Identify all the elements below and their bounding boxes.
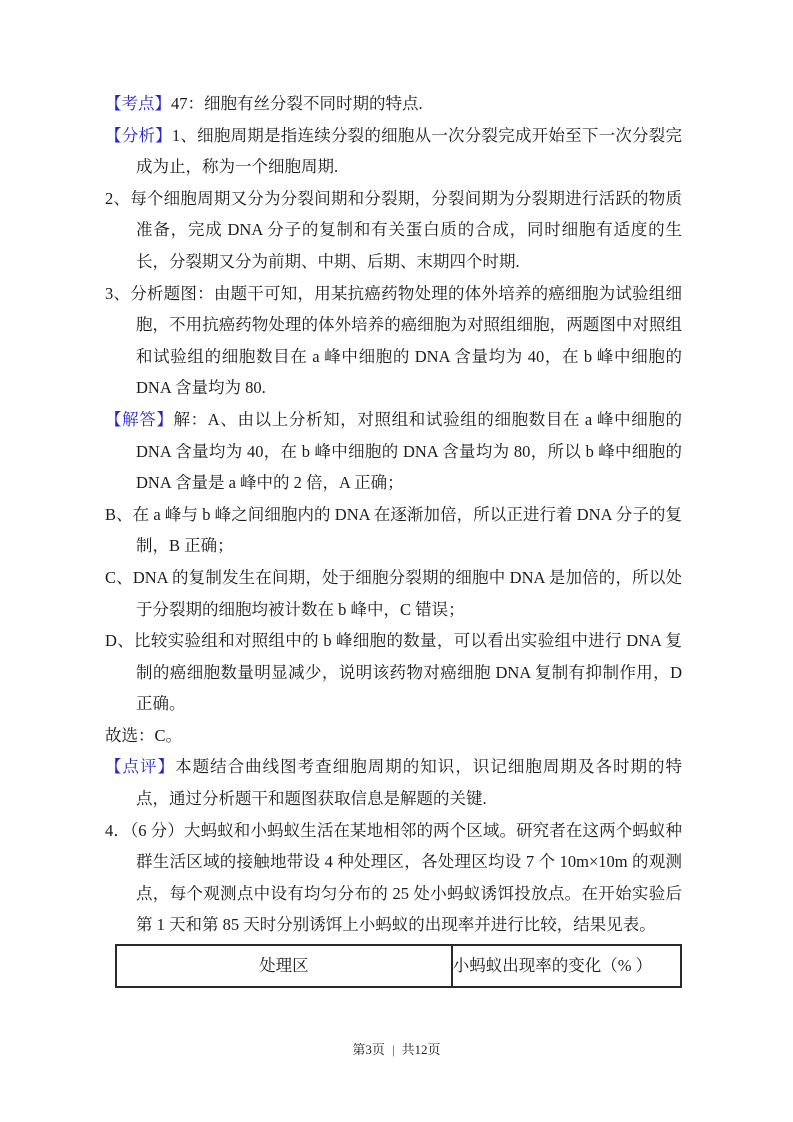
option-c-text: C、DNA 的复制发生在间期，处于细胞分裂期的细胞中 DNA 是加倍的，所以处于分裂期的细胞均被计数在 b 峰中，C 错误； [105,567,682,619]
analysis-paragraph-2 [105,183,682,278]
question-4-paragraph [105,815,682,941]
analysis-text-2: 2、每个细胞周期又分为分裂间期和分裂期，分裂间期为分裂期进行活跃的物质准备，完成 DNA 分子的复制和有关蛋白质的合成，同时细胞有适度的生长，分裂期又分为前期、中期、后期、末期四个时期. [105,188,682,271]
comment-text: 本题结合曲线图考查细胞周期的知识，识记细胞周期及各时期的特点，通过分析题干和题图获取信息是解题的关键. [136,757,682,809]
solution-label: 【解答】 [105,409,174,429]
results-table [115,944,682,988]
option-c-paragraph [105,562,682,625]
option-b-paragraph [105,499,682,562]
page-footer [0,1039,793,1058]
solution-text-a: 解：A、由以上分析知，对照组和试验组的细胞数目在 a 峰中细胞的 DNA 含量均为 40，在 b 峰中细胞的 DNA 含量均为 80，所以 b 峰中细胞的 DNA 含量是 a 峰中的 2 倍，A 正确； [136,409,682,493]
solution-paragraph [105,404,682,499]
analysis-paragraph-3 [105,278,682,404]
exam-point-label: 【考点】 [105,94,171,113]
table-header-row [116,945,681,987]
comment-label: 【点评】 [105,757,176,777]
answer-choice-text: 故选：C。 [105,725,183,745]
answer-choice-paragraph [105,720,682,752]
exam-point-text: 47：细胞有丝分裂不同时期的特点. [171,94,423,113]
exam-point-paragraph [105,88,682,120]
question-4-text: 4．（6 分）大蚂蚁和小蚂蚁生活在某地相邻的两个区域。研究者在这两个蚂蚁种群生活区域的接触地带设 4 种处理区，各处理区均设 7 个 10m×10m 的观测点，每个观测点中设有均匀分布的 25 处小蚂蚁诱饵投放点。在开始实验后第 1 天和第 85 天时分别诱饵上小蚂蚁的出现率并进行比较，结果见表。 [105,820,682,935]
analysis-text-1: 1、细胞周期是指连续分裂的细胞从一次分裂完成开始至下一次分裂完成为止，称为一个细胞周期. [136,125,683,177]
table-header-treatment-area: 处理区 [116,945,452,987]
analysis-text-3: 3、分析题图：由题干可知，用某抗癌药物处理的体外培养的癌细胞为试验组细胞，不用抗癌药物处理的体外培养的癌细胞为对照组细胞，两题图中对照组和试验组的细胞数目在 a 峰中细胞的 DNA 含量均为 40，在 b 峰中细胞的 DNA 含量均为 80. [105,283,682,398]
total-pages: 共12页 [401,1042,441,1057]
footer-separator: | [391,1042,395,1057]
analysis-label: 【分析】 [105,125,172,145]
analysis-paragraph-1 [105,120,682,183]
option-d-text: D、比较实验组和对照组中的 b 峰细胞的数量，可以看出实验组中进行 DNA 复制的癌细胞数量明显减少，说明该药物对癌细胞 DNA 复制有抑制作用，D 正确。 [105,631,682,714]
page-number: 第3页 [352,1042,385,1057]
option-d-paragraph [105,625,682,720]
table-header-appearance-change: 小蚂蚁出现率的变化（% ） [452,945,681,987]
comment-paragraph [105,751,682,814]
option-b-text: B、在 a 峰与 b 峰之间细胞内的 DNA 在逐渐加倍，所以正进行着 DNA 分子的复制，B 正确； [105,504,682,556]
